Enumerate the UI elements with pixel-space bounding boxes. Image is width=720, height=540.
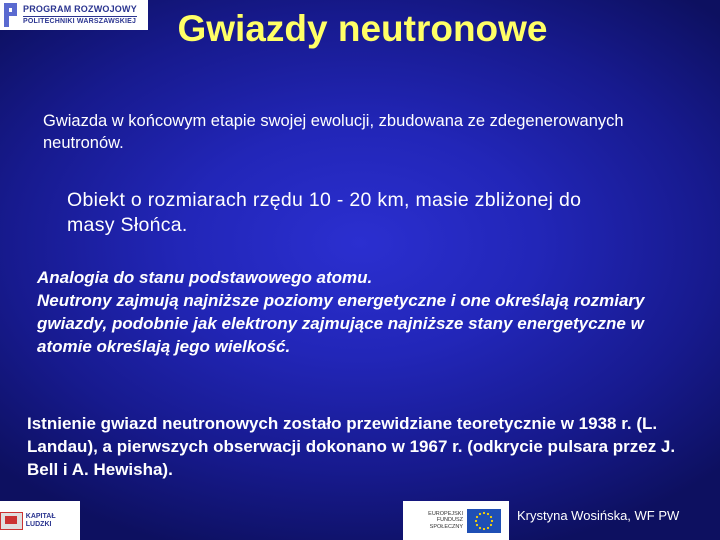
kapital-ludzki-emblem-icon	[0, 512, 23, 530]
eu-fund-label: EUROPEJSKI FUNDUSZ SPOŁECZNY	[428, 510, 463, 530]
logo-line-2: POLITECHNIKI WARSZAWSKIEJ	[23, 18, 137, 25]
analogy-heading: Analogia do stanu podstawowego atomu.	[37, 268, 373, 287]
pw-program-logo-icon	[2, 2, 20, 28]
program-logo	[0, 0, 148, 30]
paragraph-size-mass: Obiekt o rozmiarach rzędu 10 - 20 km, masie zbliżonej do masy Słońca.	[67, 189, 582, 236]
paragraph-definition: Gwiazda w końcowym etapie swojej ewolucji, zbudowana ze zdegenerowanych neutronów.	[43, 112, 624, 152]
author-credit: Krystyna Wosińska, WF PW	[517, 508, 680, 523]
logo-line-1: PROGRAM ROZWOJOWY	[23, 4, 137, 14]
kapital-ludzki-label: KAPITAŁ LUDZKI	[25, 512, 56, 528]
slide-title: Gwiazdy neutronowe	[177, 8, 548, 49]
kapital-ludzki-logo	[0, 501, 80, 540]
eu-flag-icon	[467, 509, 501, 533]
analogy-body: Neutrony zajmują najniższe poziomy energetyczne i one określają rozmiary gwiazdy, podobnie jak elektrony zajmujące najniższe stany energetyczne w atomie określają jego wielkość.	[37, 291, 645, 356]
paragraph-history: Istnienie gwiazd neutronowych zostało przewidziane teoretycznie w 1938 r. (L. Landau), a pierwszych obserwacji dokonano w 1967 r. (odkrycie pulsara przez J. Bell i A. Hewisha).	[27, 414, 676, 479]
eu-fund-logo	[403, 501, 509, 540]
paragraph-analogy	[37, 266, 697, 358]
